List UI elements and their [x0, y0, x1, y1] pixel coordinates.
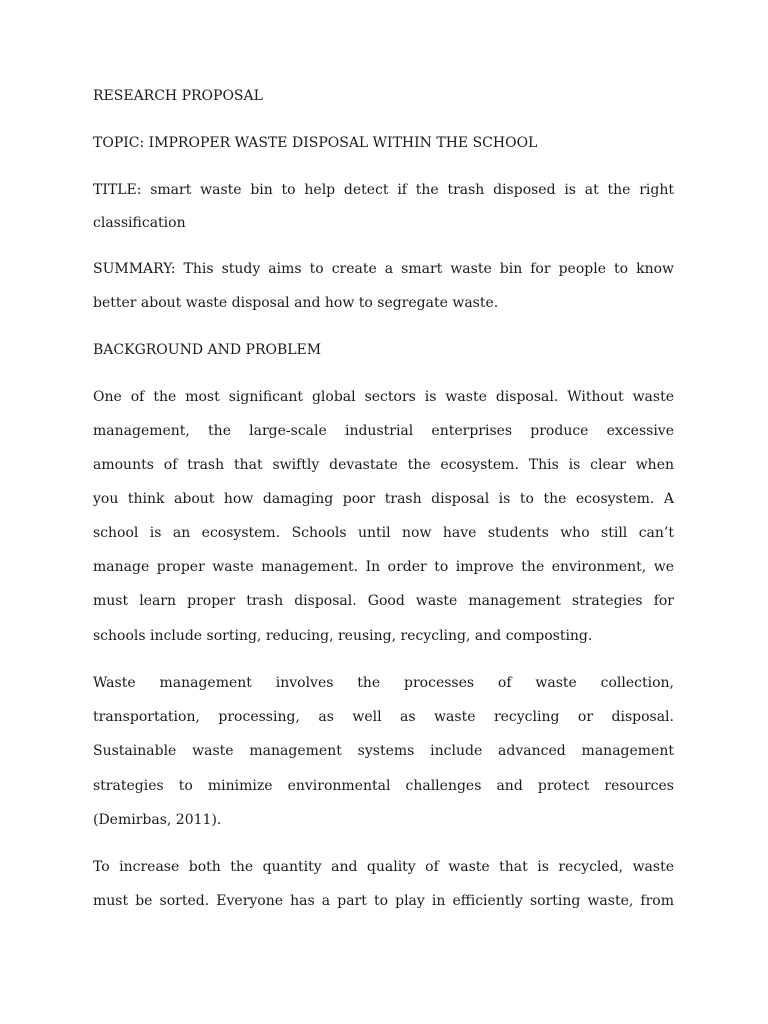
- paragraph-line: (Demirbas, 2011).: [93, 812, 222, 828]
- paragraph-line: school is an ecosystem. Schools until now have students who still can’t: [93, 525, 674, 541]
- section-heading: BACKGROUND AND PROBLEM: [93, 342, 322, 358]
- paragraph-line: One of the most significant global sectors is waste disposal. Without waste: [93, 389, 674, 405]
- paragraph-line: transportation, processing, as well as waste recycling or disposal.: [93, 709, 674, 725]
- paragraph-line: Waste management involves the processes of waste collection,: [93, 675, 674, 691]
- summary-line: SUMMARY: This study aims to create a smart waste bin for people to know: [93, 261, 674, 277]
- paragraph-line: Sustainable waste management systems include advanced management: [93, 743, 674, 759]
- paragraph-line: To increase both the quantity and quality of waste that is recycled, waste: [93, 859, 674, 875]
- paragraph-line: you think about how damaging poor trash disposal is to the ecosystem. A: [93, 491, 674, 507]
- title-line: TITLE: smart waste bin to help detect if the trash disposed is at the right: [93, 182, 674, 198]
- topic-line: TOPIC: IMPROPER WASTE DISPOSAL WITHIN THE SCHOOL: [93, 135, 538, 151]
- paragraph-line: management, the large-scale industrial enterprises produce excessive: [93, 423, 674, 439]
- paragraph-line: must learn proper trash disposal. Good waste management strategies for: [93, 593, 674, 609]
- paragraph-line: schools include sorting, reducing, reusing, recycling, and composting.: [93, 628, 593, 644]
- summary-line: better about waste disposal and how to segregate waste.: [93, 295, 499, 311]
- document-heading: RESEARCH PROPOSAL: [93, 88, 263, 104]
- paragraph-line: amounts of trash that swiftly devastate the ecosystem. This is clear when: [93, 457, 674, 473]
- title-line: classification: [93, 215, 186, 231]
- paragraph-line: manage proper waste management. In order to improve the environment, we: [93, 559, 674, 575]
- paragraph-line: must be sorted. Everyone has a part to play in efficiently sorting waste, from: [93, 893, 674, 909]
- paragraph-line: strategies to minimize environmental challenges and protect resources: [93, 778, 674, 794]
